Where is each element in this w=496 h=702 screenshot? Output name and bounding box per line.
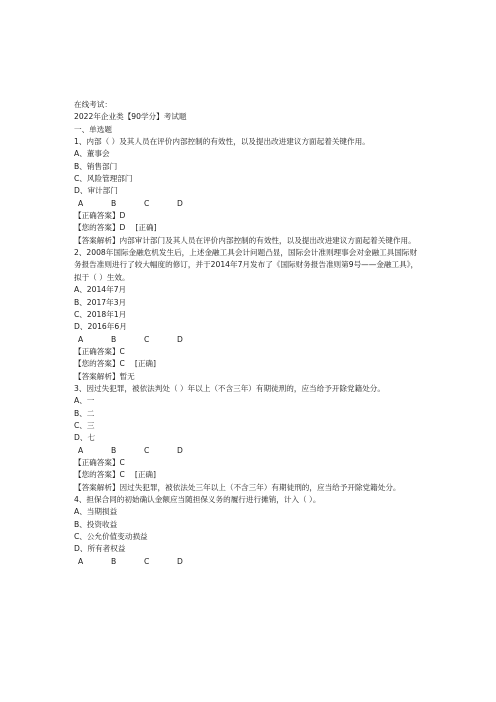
option-d: D、七 <box>74 433 96 443</box>
your-answer-value: 【您的答案】C <box>74 359 125 369</box>
answer-status: [正确] <box>134 359 156 369</box>
option-b: B、二 <box>74 408 95 418</box>
option-a: A、董事会 <box>74 149 110 159</box>
your-answer-value: 【您的答案】C <box>74 470 125 480</box>
answer-analysis: 【答案解析】暂无 <box>74 371 135 381</box>
option-d: D、所有者权益 <box>74 544 126 554</box>
choice-c[interactable]: C <box>144 556 150 566</box>
answer-analysis: 【答案解析】内部审计部门及其人员在评价内部控制的有效性，以及提出改进建议方面起着关键作用。 <box>74 235 416 245</box>
option-a: A、一 <box>74 396 95 406</box>
question-block <box>74 247 424 383</box>
choice-a[interactable]: A <box>78 198 84 208</box>
correct-answer: 【正确答案】D <box>74 211 126 221</box>
option-c: C、2018年1月 <box>74 309 127 319</box>
option-c: C、三 <box>74 420 95 430</box>
exam-title: 2022年企业类【90学分】考试题 <box>74 112 187 122</box>
question-block <box>74 494 424 568</box>
answer-status: [正确] <box>135 223 157 233</box>
choice-row <box>74 198 424 210</box>
answer-analysis: 【答案解析】因过失犯罪，被依法处三年以上（不含三年）有期徒刑的，应当给予开除党籍处分。 <box>74 482 401 492</box>
question-stem: 3、因过失犯罪，被依法判处（ ）年以上（不含三年）有期徒刑的，应当给予开除党籍处分。 <box>74 383 385 393</box>
answer-status: [正确] <box>134 470 156 480</box>
question-stem: 4、担保合同的初始确认金额应当随担保义务的履行进行摊销，计入（ ）。 <box>74 495 321 504</box>
choice-a[interactable]: A <box>78 445 84 455</box>
option-c: C、公允价值变动损益 <box>74 532 148 542</box>
option-b: B、2017年3月 <box>74 297 127 307</box>
correct-answer: 【正确答案】C <box>74 346 125 356</box>
your-answer <box>74 222 424 234</box>
section-title: 一、单选题 <box>74 124 112 134</box>
your-answer-value: 【您的答案】D <box>74 223 126 233</box>
option-c: C、风险管理部门 <box>74 174 133 184</box>
option-a: A、当期损益 <box>74 507 118 517</box>
choice-b[interactable]: B <box>111 556 117 566</box>
choice-row <box>74 334 424 346</box>
choice-d[interactable]: D <box>177 334 183 344</box>
option-b: B、投资收益 <box>74 519 118 529</box>
choice-d[interactable]: D <box>177 445 183 455</box>
header-online-exam: 在线考试： <box>74 100 112 109</box>
question-stem: 1、内部（ ）及其人员在评价内部控制的有效性，以及提出改进建议方面起着关键作用。 <box>74 137 370 147</box>
choice-b[interactable]: B <box>111 445 117 455</box>
choice-b[interactable]: B <box>111 334 117 344</box>
choice-c[interactable]: C <box>144 334 150 344</box>
option-a: A、2014年7月 <box>74 285 127 295</box>
choice-d[interactable]: D <box>177 556 183 566</box>
choice-c[interactable]: C <box>144 445 150 455</box>
your-answer <box>74 358 424 370</box>
question-block <box>74 136 424 247</box>
choice-a[interactable]: A <box>78 556 84 566</box>
option-b: B、销售部门 <box>74 161 118 171</box>
question-stem: 2、2008年国际金融危机发生后，上述金融工具会计问题凸显，国际会计准则理事会对金融工具国际财务报告准则进行了较大幅度的修订，并于2014年7月发布了《国际财务报告准则第9号——金融工具》，拟于（ ）生效。 <box>74 248 419 282</box>
your-answer <box>74 469 424 481</box>
choice-d[interactable]: D <box>177 198 183 208</box>
option-d: D、2016年6月 <box>74 322 127 332</box>
choice-b[interactable]: B <box>111 198 117 208</box>
choice-c[interactable]: C <box>144 198 150 208</box>
choice-a[interactable]: A <box>78 334 84 344</box>
exam-content <box>74 99 424 568</box>
choice-row <box>74 556 424 568</box>
correct-answer: 【正确答案】C <box>74 457 125 467</box>
choice-row <box>74 445 424 457</box>
question-block <box>74 383 424 494</box>
option-d: D、审计部门 <box>74 186 118 196</box>
